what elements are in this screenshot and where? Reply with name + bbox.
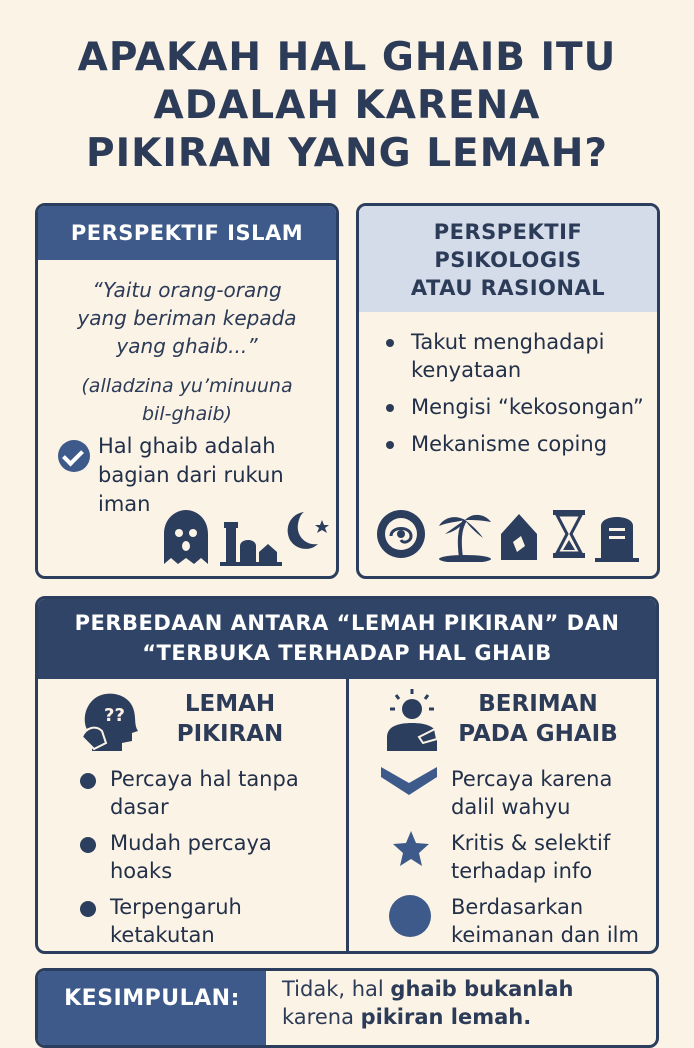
title-line-1: APAKAH HAL GHAIB ITU xyxy=(77,35,617,80)
palm-island-icon xyxy=(439,515,491,562)
difference-heading-line-1: PERBEDAAN ANTARA “LEMAH PIKIRAN” DAN xyxy=(74,611,620,635)
weak-mind-title-line-2: PIKIRAN xyxy=(176,721,284,747)
bullet-icon xyxy=(80,837,96,853)
islam-heading: PERSPEKTIF ISLAM xyxy=(38,206,336,260)
list-item xyxy=(110,829,330,885)
psych-heading-line-2: PSIKOLOGIS xyxy=(434,248,582,272)
faith-title xyxy=(453,689,623,749)
islam-perspective-card xyxy=(35,203,339,579)
conclusion-label: KESIMPULAN: xyxy=(38,971,266,1048)
chevron-icon xyxy=(379,763,439,797)
quote-line-3: yang ghaib...” xyxy=(116,334,258,358)
tombstone-icon xyxy=(595,517,639,562)
conclusion-text xyxy=(282,975,652,1031)
circle-icon xyxy=(389,895,431,937)
confused-head-icon xyxy=(78,691,142,753)
title-line-2: ADALAH KARENA xyxy=(153,83,541,128)
conclusion-text-mid: karena xyxy=(282,1005,361,1029)
page-title xyxy=(0,34,694,178)
translit-line-2: bil-ghaib) xyxy=(142,403,232,425)
title-line-3: PIKIRAN YANG LEMAH? xyxy=(86,131,608,176)
weak-mind-title xyxy=(150,689,310,749)
crescent-moon-icon xyxy=(288,512,318,549)
list-item xyxy=(110,765,330,821)
list-item: Mengisi “kekosongan” xyxy=(383,393,653,421)
list-item-text: Mudah percaya hoaks xyxy=(110,831,272,883)
psych-heading-line-1: PERSPEKTIF xyxy=(433,220,583,244)
list-item xyxy=(110,893,330,949)
list-item xyxy=(451,829,656,885)
conclusion-text-bold-2: pikiran lemah. xyxy=(360,1005,532,1029)
difference-heading-line-2: “TERBUKA TERHADAP HAL GHAIB xyxy=(142,641,552,665)
psych-heading xyxy=(359,206,657,312)
faith-list xyxy=(451,765,656,954)
list-item-text: Terpengaruh ketakutan xyxy=(110,895,242,947)
weak-mind-title-line-1: LEMAH xyxy=(184,691,276,717)
quran-quote xyxy=(38,276,336,360)
enlightened-person-icon xyxy=(379,687,445,753)
faith-column xyxy=(349,679,659,951)
transliteration xyxy=(38,372,336,428)
translit-line-1: (alladzina yu’minuuna xyxy=(81,375,293,397)
house-icon xyxy=(501,514,537,560)
hourglass-icon xyxy=(553,510,585,558)
ghost-icon xyxy=(164,510,208,564)
quote-line-1: “Yaitu orang-orang xyxy=(92,278,282,302)
bullet-icon xyxy=(80,773,96,789)
svg-text:??: ?? xyxy=(104,705,125,726)
weak-mind-column xyxy=(38,679,349,951)
ruins-icon xyxy=(220,522,282,566)
difference-card xyxy=(35,596,659,954)
check-circle-icon xyxy=(58,440,90,472)
conclusion-text-bold-1: ghaib bukanlah xyxy=(390,977,574,1001)
psych-icons xyxy=(375,506,645,562)
list-item-text: Percaya hal tanpa dasar xyxy=(110,767,299,819)
psychology-perspective-card xyxy=(356,203,660,579)
psych-heading-line-3: ATAU RASIONAL xyxy=(410,276,606,300)
conclusion-text-prefix: Tidak, hal xyxy=(282,977,391,1001)
list-item-text: Berdasarkan keimanan dan ilm xyxy=(451,895,639,947)
psych-list xyxy=(383,328,653,467)
list-item-text: Kritis & selektif terhadap info xyxy=(451,831,611,883)
brain-icon xyxy=(377,510,425,558)
list-item: Takut menghadapi kenyataan xyxy=(383,328,653,384)
list-item-text: Percaya karena dalil wahyu xyxy=(451,767,613,819)
faith-title-line-2: PADA GHAIB xyxy=(458,721,618,747)
islam-point-text: Hal ghaib adalah bagian dari rukun iman xyxy=(98,434,284,516)
star-icon xyxy=(315,520,329,533)
quote-line-2: yang beriman kepada xyxy=(77,306,297,330)
conclusion-card xyxy=(35,968,659,1048)
faith-title-line-1: BERIMAN xyxy=(478,691,598,717)
list-item: Mekanisme coping xyxy=(383,430,653,458)
star-icon xyxy=(391,829,431,869)
list-item xyxy=(451,893,656,949)
weak-mind-list xyxy=(110,765,330,954)
bullet-icon xyxy=(80,901,96,917)
difference-heading xyxy=(38,599,656,679)
list-item xyxy=(451,765,656,821)
islam-icons xyxy=(156,506,331,568)
